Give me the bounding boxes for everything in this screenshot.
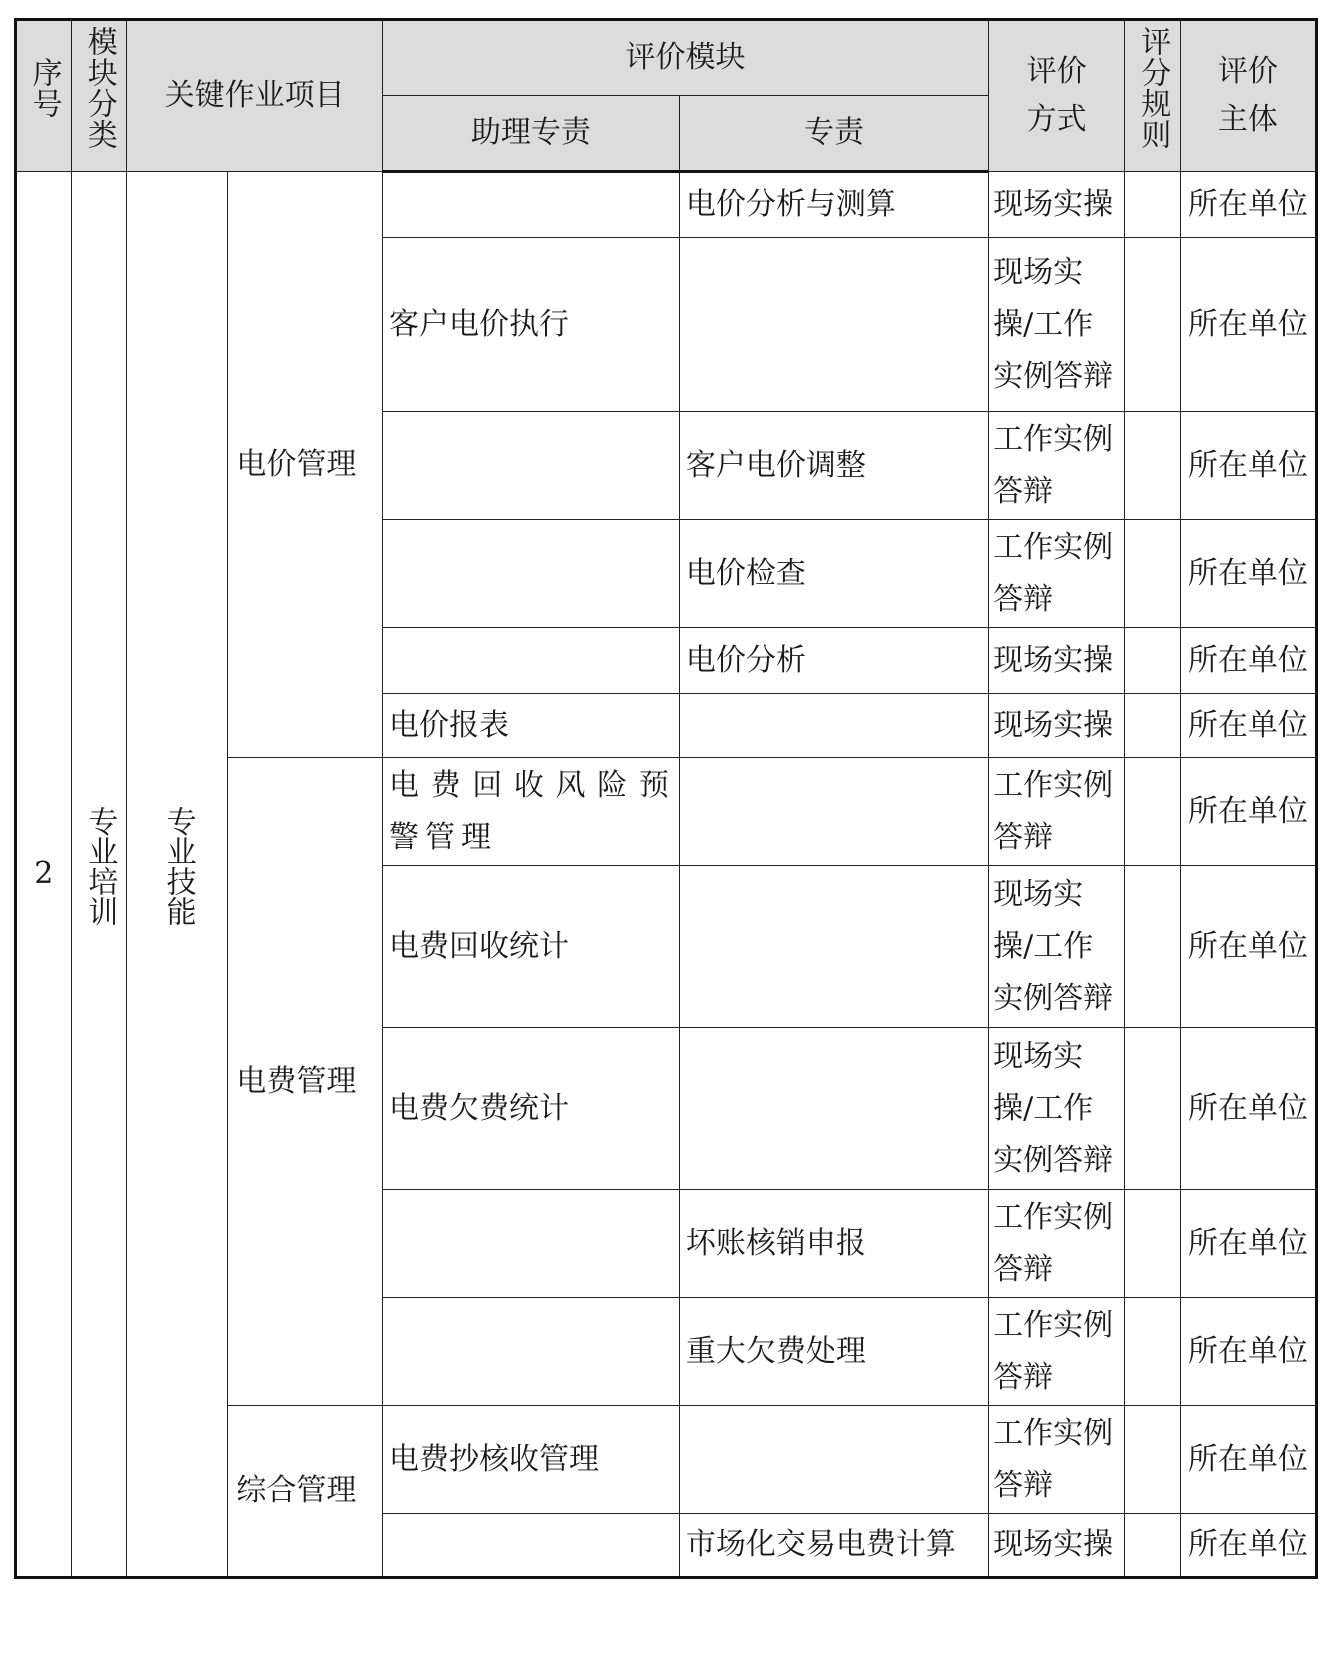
cell-subject: 所在单位 — [1180, 628, 1316, 694]
header-seq-text: 序号 — [26, 56, 62, 119]
cell-subject: 所在单位 — [1180, 758, 1316, 866]
evaluation-table — [14, 18, 1318, 1579]
header-eval-method-text: 评价方式 — [1026, 54, 1087, 137]
cell-specialist: 客户电价调整 — [679, 412, 988, 520]
cell-subject: 所在单位 — [1180, 1406, 1316, 1514]
cell-scoring — [1125, 694, 1181, 758]
cell-scoring — [1125, 1298, 1181, 1406]
cell-subject: 所在单位 — [1180, 1028, 1316, 1190]
cell-assistant — [382, 520, 679, 628]
group-name: 综合管理 — [228, 1406, 383, 1578]
cell-method: 现场实操 — [989, 172, 1125, 238]
cell-specialist — [679, 1028, 988, 1190]
cell-assistant: 电费回收风险预警管理 — [382, 758, 679, 866]
cell-scoring — [1125, 758, 1181, 866]
cell-specialist: 重大欠费处理 — [679, 1298, 988, 1406]
cell-specialist — [679, 758, 988, 866]
cell-specialist: 电价分析与测算 — [679, 172, 988, 238]
header-eval-subject-text: 评价主体 — [1217, 54, 1278, 137]
table-row — [16, 172, 1317, 238]
header-key-items: 关键作业项目 — [127, 20, 383, 172]
cell-method: 工作实例答辩 — [989, 412, 1125, 520]
table-wrapper — [14, 18, 1318, 1579]
header-eval-subject — [1180, 20, 1316, 172]
cell-method: 工作实例答辩 — [989, 520, 1125, 628]
cell-assistant: 电费抄核收管理 — [382, 1406, 679, 1514]
cell-specialist: 电价分析 — [679, 628, 988, 694]
row-module-class — [71, 172, 127, 1578]
header-eval-module: 评价模块 — [382, 20, 988, 96]
cell-scoring — [1125, 520, 1181, 628]
cell-method: 现场实操/工作实例答辩 — [989, 866, 1125, 1028]
cell-assistant: 电费回收统计 — [382, 866, 679, 1028]
header-module-class-text: 模块分类 — [81, 25, 117, 150]
cell-assistant — [382, 1190, 679, 1298]
header-assistant: 助理专责 — [382, 96, 679, 172]
cell-scoring — [1125, 172, 1181, 238]
cell-subject: 所在单位 — [1180, 172, 1316, 238]
cell-method: 工作实例答辩 — [989, 1406, 1125, 1514]
header-scoring-text: 评分规则 — [1135, 25, 1171, 150]
cell-specialist — [679, 1406, 988, 1514]
cell-assistant — [382, 412, 679, 520]
cell-subject: 所在单位 — [1180, 694, 1316, 758]
cell-scoring — [1125, 238, 1181, 412]
group-name: 电费管理 — [228, 758, 383, 1406]
cell-specialist — [679, 866, 988, 1028]
cell-method: 工作实例答辩 — [989, 758, 1125, 866]
cell-assistant: 客户电价执行 — [382, 238, 679, 412]
cell-method: 现场实操 — [989, 694, 1125, 758]
group-name: 电价管理 — [228, 172, 383, 758]
cell-scoring — [1125, 1190, 1181, 1298]
cell-specialist: 坏账核销申报 — [679, 1190, 988, 1298]
cell-scoring — [1125, 412, 1181, 520]
cell-subject: 所在单位 — [1180, 1514, 1316, 1578]
cell-scoring — [1125, 1028, 1181, 1190]
cell-scoring — [1125, 1514, 1181, 1578]
row-module-class-text: 专业培训 — [82, 805, 118, 926]
cell-assistant — [382, 1298, 679, 1406]
cell-method: 工作实例答辩 — [989, 1298, 1125, 1406]
row-skill-text: 专业技能 — [160, 805, 196, 926]
header-eval-method — [989, 20, 1125, 172]
cell-method: 现场实操 — [989, 1514, 1125, 1578]
cell-method: 现场实操/工作实例答辩 — [989, 1028, 1125, 1190]
cell-assistant — [382, 628, 679, 694]
cell-subject: 所在单位 — [1180, 1190, 1316, 1298]
cell-subject: 所在单位 — [1180, 412, 1316, 520]
cell-assistant — [382, 172, 679, 238]
cell-assistant — [382, 1514, 679, 1578]
cell-scoring — [1125, 628, 1181, 694]
cell-subject: 所在单位 — [1180, 1298, 1316, 1406]
cell-scoring — [1125, 1406, 1181, 1514]
cell-specialist: 市场化交易电费计算 — [679, 1514, 988, 1578]
header-specialist: 专责 — [679, 96, 988, 172]
row-skill — [127, 172, 228, 1578]
cell-method: 工作实例答辩 — [989, 1190, 1125, 1298]
cell-method: 现场实操/工作实例答辩 — [989, 238, 1125, 412]
cell-specialist — [679, 238, 988, 412]
cell-subject: 所在单位 — [1180, 866, 1316, 1028]
header-module-class — [71, 20, 127, 172]
cell-assistant: 电费欠费统计 — [382, 1028, 679, 1190]
cell-scoring — [1125, 866, 1181, 1028]
cell-specialist: 电价检查 — [679, 520, 988, 628]
cell-subject: 所在单位 — [1180, 520, 1316, 628]
header-scoring — [1125, 20, 1181, 172]
cell-method: 现场实操 — [989, 628, 1125, 694]
header-seq — [16, 20, 72, 172]
cell-specialist — [679, 694, 988, 758]
row-seq: 2 — [16, 172, 72, 1578]
cell-assistant: 电价报表 — [382, 694, 679, 758]
cell-subject: 所在单位 — [1180, 238, 1316, 412]
